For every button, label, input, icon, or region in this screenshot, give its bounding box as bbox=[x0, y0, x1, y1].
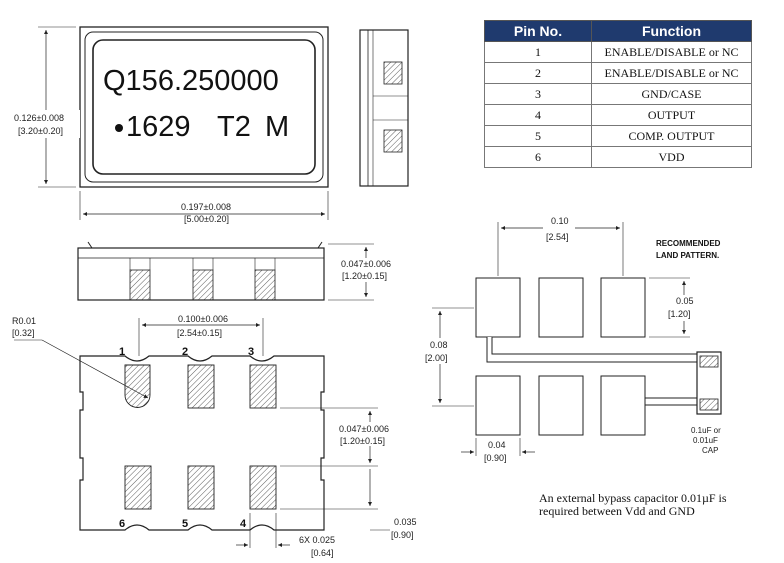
top-view-package bbox=[80, 27, 328, 187]
pad-1 bbox=[125, 365, 150, 407]
pad-4 bbox=[250, 466, 276, 509]
svg-text:[2.54]: [2.54] bbox=[546, 232, 569, 242]
svg-text:[0.90]: [0.90] bbox=[391, 530, 414, 540]
pin-label-6: 6 bbox=[119, 518, 126, 530]
land-pad-1 bbox=[476, 278, 520, 337]
svg-text:0.197±0.008: 0.197±0.008 bbox=[181, 202, 231, 212]
pin-label-1: 1 bbox=[119, 346, 126, 358]
land-pad-3 bbox=[601, 278, 645, 337]
table-row: 5 COMP. OUTPUT bbox=[485, 126, 752, 147]
svg-text:[0.90]: [0.90] bbox=[484, 453, 507, 463]
table-row: 4 OUTPUT bbox=[485, 105, 752, 126]
svg-text:0.05: 0.05 bbox=[676, 296, 694, 306]
vdd-trace bbox=[487, 337, 699, 362]
land-pad-height-dimension bbox=[649, 278, 700, 337]
land-pad-2 bbox=[539, 278, 583, 337]
pin-label-5: 5 bbox=[182, 518, 189, 530]
marking-lot: 1629 bbox=[126, 111, 191, 143]
svg-text:[1.20]: [1.20] bbox=[668, 309, 691, 319]
svg-text:0.1uF or: 0.1uF or bbox=[691, 426, 721, 435]
land-row-gap-dimension bbox=[424, 308, 474, 406]
land-pitch-dimension bbox=[498, 214, 623, 276]
thickness-dimension bbox=[328, 244, 408, 300]
svg-text:[0.32]: [0.32] bbox=[12, 328, 35, 338]
svg-text:CAP: CAP bbox=[702, 446, 719, 455]
pad-3 bbox=[250, 365, 276, 408]
table-header-pin: Pin No. bbox=[485, 21, 592, 42]
table-row: 1 ENABLE/DISABLE or NC bbox=[485, 42, 752, 63]
land-pad-4 bbox=[601, 376, 645, 435]
svg-text:[0.64]: [0.64] bbox=[311, 548, 334, 558]
svg-text:0.100±0.006: 0.100±0.006 bbox=[178, 314, 228, 324]
bottom-view-package bbox=[80, 346, 324, 530]
svg-text:0.01uF: 0.01uF bbox=[693, 436, 718, 445]
svg-text:R0.01: R0.01 bbox=[12, 316, 37, 326]
svg-text:0.035: 0.035 bbox=[394, 517, 417, 527]
pin1-dot bbox=[115, 124, 123, 132]
svg-text:0.047±0.006: 0.047±0.006 bbox=[341, 259, 391, 269]
pin-function-table bbox=[484, 20, 752, 168]
side-view-package bbox=[360, 30, 408, 186]
pitch-dimension bbox=[139, 314, 263, 356]
svg-text:[5.00±0.20]: [5.00±0.20] bbox=[184, 214, 229, 224]
svg-text:0.08: 0.08 bbox=[430, 340, 448, 350]
svg-text:RECOMMENDED: RECOMMENDED bbox=[656, 239, 721, 248]
svg-text:0.04: 0.04 bbox=[488, 440, 506, 450]
svg-text:0.047±0.006: 0.047±0.006 bbox=[339, 424, 389, 434]
svg-text:LAND PATTERN.: LAND PATTERN. bbox=[656, 251, 720, 260]
table-row: 2 ENABLE/DISABLE or NC bbox=[485, 63, 752, 84]
table-row: 6 VDD bbox=[485, 147, 752, 168]
svg-text:[2.00]: [2.00] bbox=[425, 353, 448, 363]
svg-text:[3.20±0.20]: [3.20±0.20] bbox=[18, 126, 63, 136]
svg-text:6X 0.025: 6X 0.025 bbox=[299, 535, 336, 545]
table-header-function: Function bbox=[592, 21, 752, 42]
land-pad-6 bbox=[476, 376, 520, 435]
table-row: 3 GND/CASE bbox=[485, 84, 752, 105]
bypass-note: An external bypass capacitor 0.01µF is required between Vdd and GND bbox=[539, 491, 727, 518]
pad-6 bbox=[125, 466, 151, 509]
pin-label-3: 3 bbox=[248, 346, 255, 358]
svg-text:[1.20±0.15]: [1.20±0.15] bbox=[342, 271, 387, 281]
pin-label-2: 2 bbox=[182, 346, 189, 358]
svg-text:[1.20±0.15]: [1.20±0.15] bbox=[340, 436, 385, 446]
svg-text:0.126±0.008: 0.126±0.008 bbox=[14, 113, 64, 123]
land-pad-width-dimension bbox=[461, 438, 535, 463]
land-pad-5 bbox=[539, 376, 583, 435]
svg-text:0.10: 0.10 bbox=[551, 216, 569, 226]
pad-2 bbox=[188, 365, 214, 408]
land-pattern bbox=[476, 239, 721, 455]
pad-5 bbox=[188, 466, 214, 509]
height-dimension bbox=[12, 27, 80, 187]
width-dimension bbox=[80, 191, 328, 224]
marking-line1: Q156.250000 bbox=[103, 65, 279, 97]
pin-label-4: 4 bbox=[240, 518, 247, 530]
marking-code: T2 bbox=[217, 111, 251, 143]
svg-text:[2.54±0.15]: [2.54±0.15] bbox=[177, 328, 222, 338]
front-view-package bbox=[78, 242, 324, 300]
marking-suffix: M bbox=[265, 111, 290, 143]
